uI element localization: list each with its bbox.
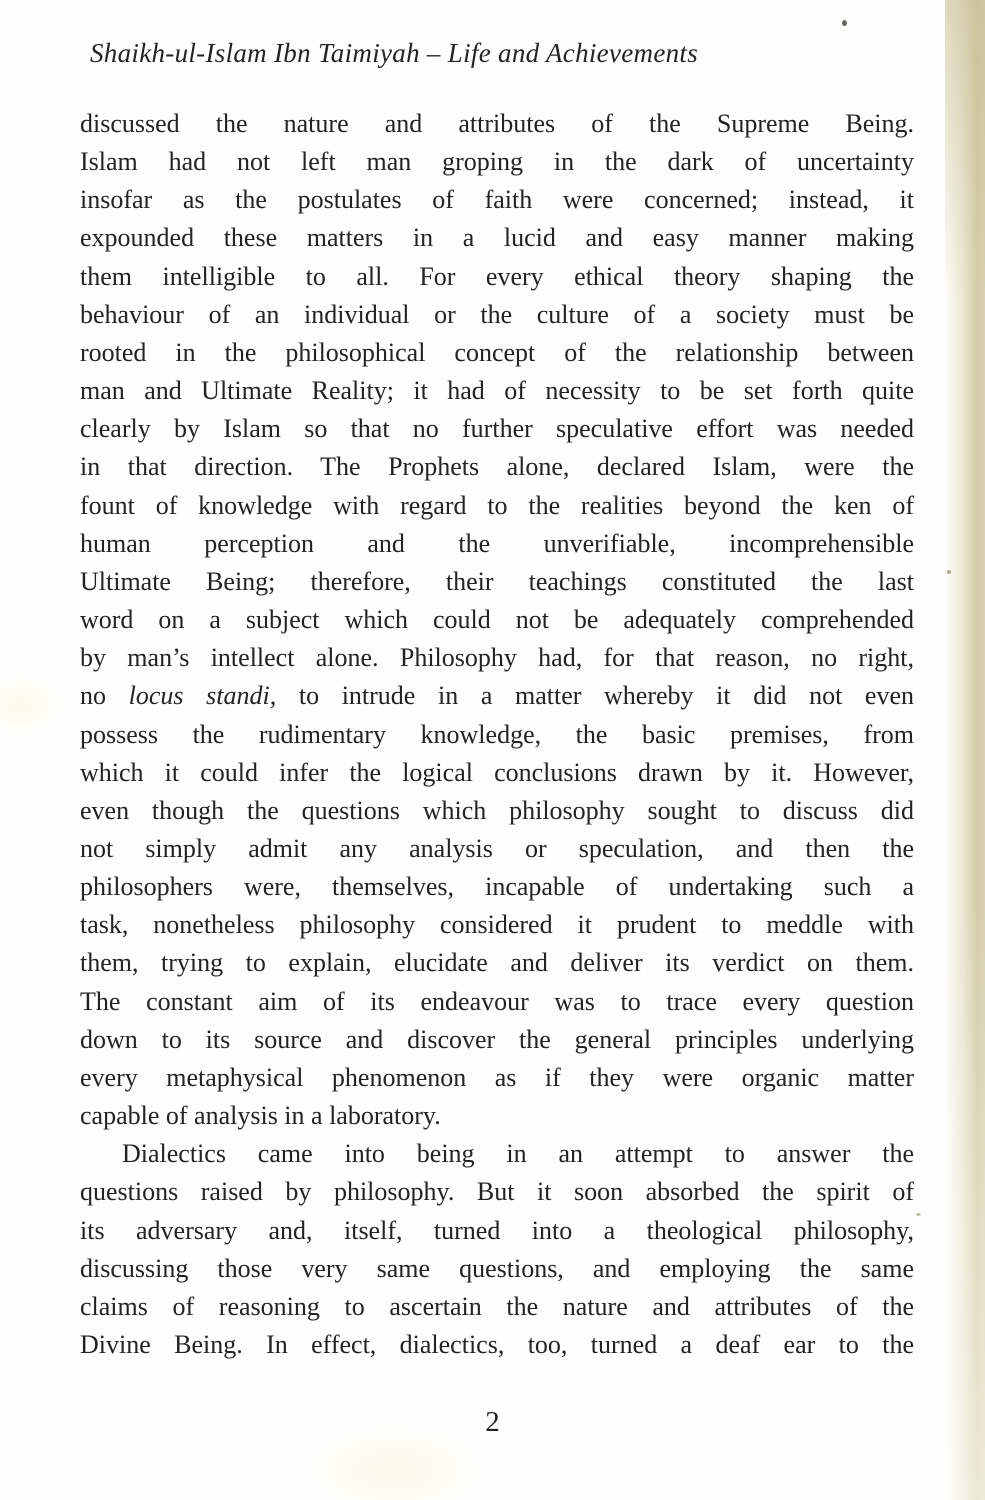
text-line xyxy=(80,143,914,181)
text-segment: Divine Being. In effect, dialectics, too, turned a deaf ear to the xyxy=(80,1330,914,1359)
text-line xyxy=(80,105,914,143)
body-text xyxy=(80,105,914,1364)
text-segment: by man’s intellect alone. Philosophy had, for that reason, no right, xyxy=(80,643,914,673)
text-line xyxy=(80,410,914,448)
text-line xyxy=(80,716,914,754)
text-line xyxy=(80,639,914,677)
text-segment: Islam had not left man groping in the dark of uncertainty xyxy=(80,147,914,177)
text-segment: behaviour of an individual or the culture of a society must be xyxy=(80,299,914,329)
text-segment: human perception and the unverifiable, incomprehensible xyxy=(80,528,914,558)
scan-speck xyxy=(842,20,847,26)
text-segment: to intrude in a matter whereby it did not even xyxy=(276,681,915,711)
text-line xyxy=(80,983,914,1021)
text-line xyxy=(80,1212,914,1250)
scan-speck xyxy=(916,1213,921,1216)
text-segment: task, nonetheless philosophy considered it prudent to meddle with xyxy=(80,910,914,940)
text-segment: rooted in the philosophical concept of the relationship between xyxy=(80,337,914,367)
text-segment: which it could infer the logical conclusions drawn by it. However, xyxy=(80,757,914,787)
running-header: Shaikh-ul-Islam Ibn Taimiyah – Life and Achievements xyxy=(90,38,699,68)
text-segment: word on a subject which could not be adequately comprehended xyxy=(80,605,914,635)
text-segment: discussing those very same questions, and employing the same xyxy=(80,1253,914,1283)
text-line xyxy=(80,448,914,486)
text-line xyxy=(80,372,914,410)
text-segment: man and Ultimate Reality; it had of necessity to be set forth quite xyxy=(80,376,914,406)
text-line xyxy=(80,601,914,639)
text-line xyxy=(80,296,914,334)
text-line xyxy=(80,906,914,944)
text-line xyxy=(80,487,914,525)
text-line xyxy=(80,677,914,715)
text-segment: in that direction. The Prophets alone, declared Islam, were the xyxy=(80,452,914,482)
text-segment: claims of reasoning to ascertain the nature and attributes of the xyxy=(80,1291,914,1321)
text-line xyxy=(80,219,914,257)
text-line xyxy=(80,1097,914,1135)
text-segment: fount of knowledge with regard to the realities beyond the ken of xyxy=(80,490,914,520)
text-segment: them, trying to explain, elucidate and deliver its verdict on them. xyxy=(80,948,914,978)
text-line xyxy=(80,334,914,372)
text-line xyxy=(80,563,914,601)
text-line xyxy=(80,258,914,296)
text-line xyxy=(80,1021,914,1059)
text-segment: its adversary and, itself, turned into a theological philosophy, xyxy=(80,1215,914,1245)
text-segment: capable of analysis in a laboratory. xyxy=(80,1101,441,1131)
text-line xyxy=(80,1250,914,1288)
text-segment: expounded these matters in a lucid and easy manner making xyxy=(80,223,914,253)
text-segment: them intelligible to all. For every ethical theory shaping the xyxy=(80,261,914,291)
text-segment: insofar as the postulates of faith were concerned; instead, it xyxy=(80,185,914,215)
text-line xyxy=(80,1173,914,1211)
text-segment: down to its source and discover the general principles underlying xyxy=(80,1024,914,1054)
text-segment: not simply admit any analysis or speculation, and then the xyxy=(80,833,914,863)
text-segment: even though the questions which philosophy sought to discuss did xyxy=(80,795,914,825)
text-segment: philosophers were, themselves, incapable of undertaking such a xyxy=(80,872,914,902)
text-segment: possess the rudimentary knowledge, the basic premises, from xyxy=(80,719,914,749)
page-edge-shadow xyxy=(945,0,985,1500)
italic-phrase: locus standi, xyxy=(128,681,277,711)
text-line xyxy=(80,1288,914,1326)
text-segment: The constant aim of its endeavour was to trace every question xyxy=(80,986,914,1016)
text-line xyxy=(80,792,914,830)
text-segment: every metaphysical phenomenon as if they were organic matter xyxy=(80,1062,914,1092)
text-segment: questions raised by philosophy. But it soon absorbed the spirit of xyxy=(80,1177,914,1207)
text-segment: clearly by Islam so that no further speculative effort was needed xyxy=(80,414,914,444)
text-line xyxy=(80,1326,914,1364)
text-line xyxy=(80,1135,914,1173)
text-line xyxy=(80,944,914,982)
text-segment: Ultimate Being; therefore, their teachings constituted the last xyxy=(80,566,914,596)
page-number: 2 xyxy=(485,1406,500,1438)
text-line xyxy=(80,181,914,219)
text-line xyxy=(80,868,914,906)
text-segment: no xyxy=(80,681,129,711)
text-segment: Dialectics came into being in an attempt to answer the xyxy=(122,1139,914,1169)
text-line xyxy=(80,1059,914,1097)
text-line xyxy=(80,754,914,792)
text-line xyxy=(80,830,914,868)
text-segment: discussed the nature and attributes of the Supreme Being. xyxy=(80,109,914,138)
text-line xyxy=(80,525,914,563)
